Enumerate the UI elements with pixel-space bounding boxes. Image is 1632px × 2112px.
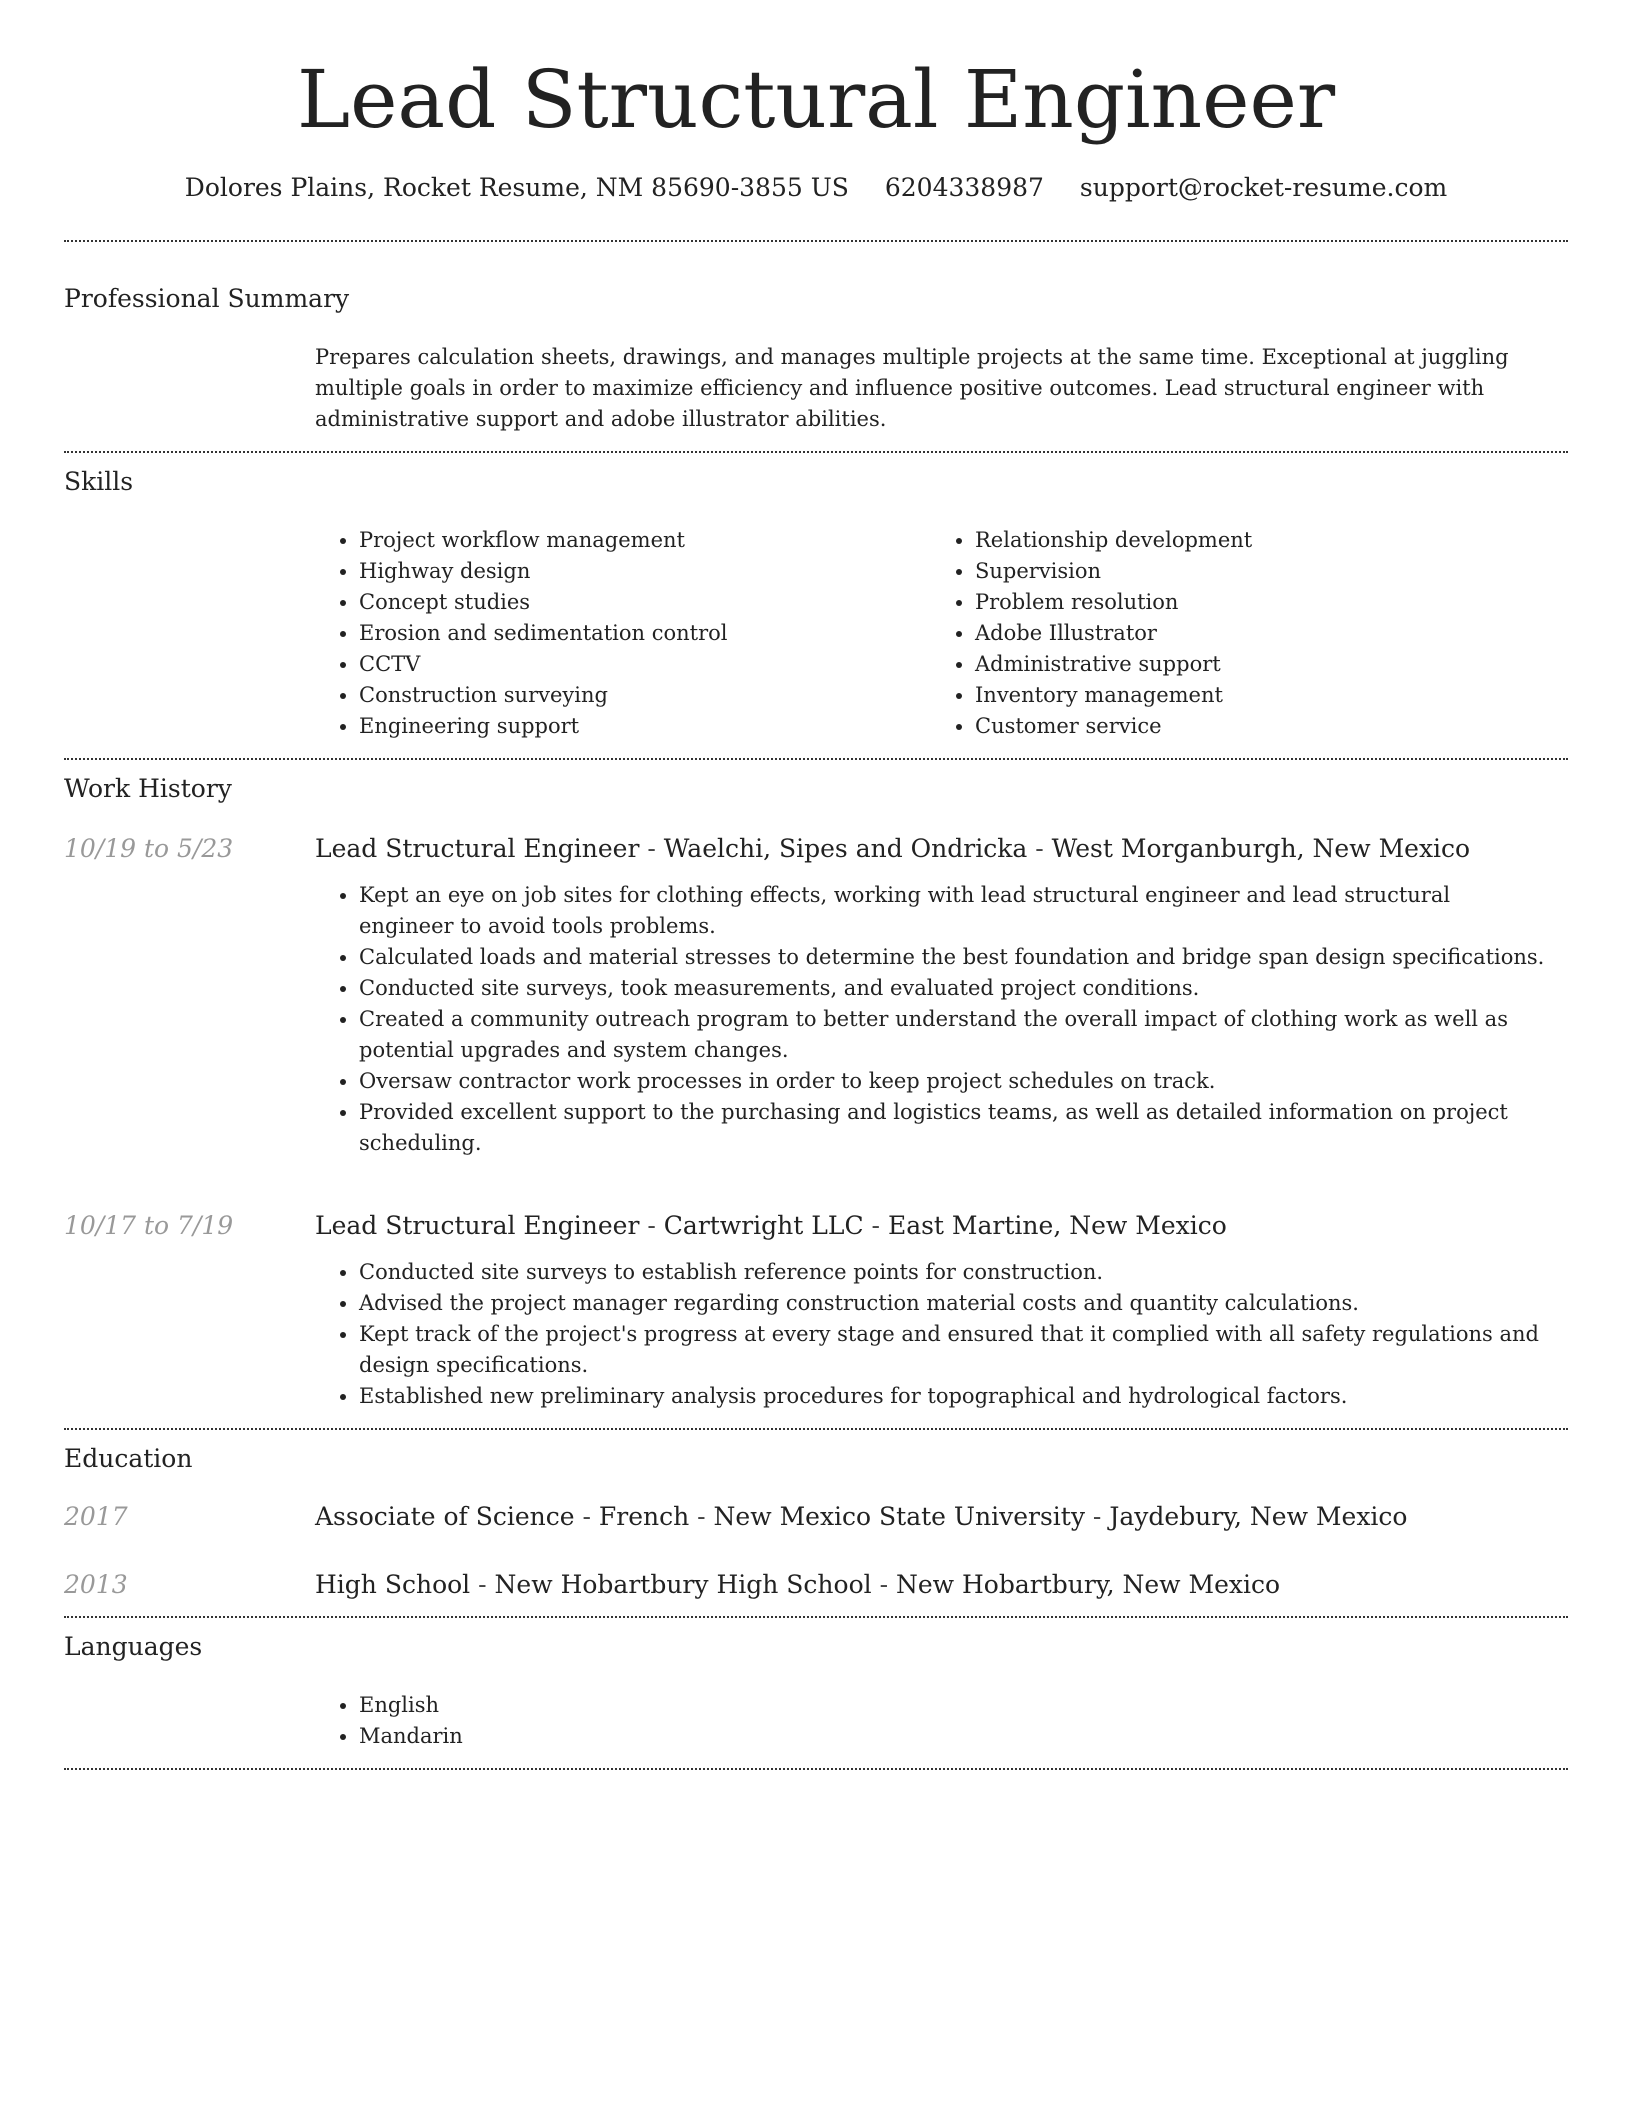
section-divider (64, 758, 1568, 760)
job-bullet: • Kept an eye on job sites for clothing effects, working with lead structural engineer and lead structural engineer to avoid tools problems. (359, 880, 1568, 942)
skills-column-2 (931, 525, 1547, 742)
job-employer: Waelchi, Sipes and Ondricka (663, 834, 1028, 863)
language-item: • Mandarin (359, 1721, 1568, 1752)
job-entry (64, 832, 1568, 1175)
education-school: New Mexico State University (713, 1502, 1085, 1531)
section-divider (64, 1428, 1568, 1430)
job-bullet: • Conducted site surveys, took measurements, and evaluated project conditions. (359, 973, 1568, 1004)
contact-email: support@rocket-resume.com (1079, 173, 1448, 202)
job-bullets (315, 1257, 1568, 1412)
job-location: East Martine, New Mexico (887, 1211, 1227, 1240)
contact-address: Dolores Plains, Rocket Resume, NM 85690-3855 US (184, 173, 849, 202)
job-title: Lead Structural Engineer (315, 1211, 640, 1240)
section-title-summary: Professional Summary (64, 284, 350, 313)
education-school: New Hobartbury High School (494, 1570, 872, 1599)
skill-item: • Relationship development (975, 525, 1547, 556)
job-title: Lead Structural Engineer (315, 834, 640, 863)
job-location: West Morganburgh, New Mexico (1051, 834, 1471, 863)
skills-column-1 (315, 525, 931, 742)
skill-item: • Engineering support (359, 711, 931, 742)
education-degree: Associate of Science (315, 1502, 575, 1531)
section-title-skills: Skills (64, 467, 134, 496)
job-bullet: • Calculated loads and material stresses to determine the best foundation and bridge span design specifications. (359, 942, 1568, 973)
job-dates: 10/17 to 7/19 (64, 1211, 234, 1240)
skill-item: • Concept studies (359, 587, 931, 618)
language-item: • English (359, 1690, 1568, 1721)
job-dates: 10/19 to 5/23 (64, 834, 234, 863)
resume-header (64, 0, 1568, 206)
skill-item: • CCTV (359, 649, 931, 680)
job-entry (64, 1209, 1568, 1428)
education-location: New Hobartbury, New Mexico (895, 1570, 1281, 1599)
skill-item: • Problem resolution (975, 587, 1547, 618)
section-title-languages: Languages (64, 1632, 203, 1661)
contact-phone: 6204338987 (884, 173, 1044, 202)
separator: - (879, 1570, 889, 1599)
skill-item: • Inventory management (975, 680, 1547, 711)
skills-list (315, 525, 1568, 742)
education-location: Jaydebury, New Mexico (1109, 1502, 1408, 1531)
education-year: 2013 (64, 1570, 128, 1599)
section-title-work: Work History (64, 774, 232, 803)
section-title-education: Education (64, 1444, 193, 1473)
separator: - (647, 834, 656, 863)
skill-item: • Administrative support (975, 649, 1547, 680)
section-divider (64, 451, 1568, 453)
section-summary (64, 282, 1568, 451)
separator: - (871, 1211, 880, 1240)
candidate-name: Lead Structural Engineer (296, 53, 1336, 146)
job-heading (315, 832, 1568, 866)
job-bullet: • Created a community outreach program to better understand the overall impact of clothing work as well as potential upgrades and system changes. (359, 1004, 1568, 1066)
languages-list (315, 1690, 1568, 1752)
separator: - (582, 1502, 591, 1531)
separator: - (1035, 834, 1044, 863)
skill-item: • Project workflow management (359, 525, 931, 556)
job-bullets (315, 880, 1568, 1159)
education-entry (64, 1568, 1568, 1602)
resume-page (64, 0, 1568, 1770)
section-education (64, 1442, 1568, 1602)
section-divider (64, 1616, 1568, 1618)
job-bullet: • Kept track of the project's progress at every stage and ensured that it complied with all safety regulations and design specifications. (359, 1319, 1568, 1381)
job-bullet: • Oversaw contractor work processes in order to keep project schedules on track. (359, 1066, 1568, 1097)
contact-info (64, 170, 1568, 206)
skill-item: • Adobe Illustrator (975, 618, 1547, 649)
education-field: French (598, 1502, 690, 1531)
summary-text: Prepares calculation sheets, drawings, and manages multiple projects at the same time. Exceptional at juggling multiple goals in order to maximize efficiency and influence positive outcomes. Lead structural engineer with administrative support and adobe illustrator abilities. (315, 345, 1509, 431)
separator: - (647, 1211, 656, 1240)
job-heading (315, 1209, 1568, 1243)
separator: - (1092, 1502, 1102, 1531)
section-languages (64, 1630, 1568, 1768)
education-heading (315, 1568, 1568, 1602)
job-bullet: • Established new preliminary analysis procedures for topographical and hydrological factors. (359, 1381, 1568, 1412)
section-work-history (64, 772, 1568, 1428)
separator: - (478, 1570, 487, 1599)
education-year: 2017 (64, 1502, 128, 1531)
skill-item: • Supervision (975, 556, 1547, 587)
job-bullet: • Advised the project manager regarding construction material costs and quantity calculations. (359, 1288, 1568, 1319)
section-skills (64, 465, 1568, 758)
education-degree: High School (315, 1570, 471, 1599)
skill-item: • Construction surveying (359, 680, 931, 711)
skill-item: • Highway design (359, 556, 931, 587)
job-bullet: • Conducted site surveys to establish reference points for construction. (359, 1257, 1568, 1288)
section-divider (64, 1768, 1568, 1770)
section-divider (64, 240, 1568, 242)
job-bullet: • Provided excellent support to the purchasing and logistics teams, as well as detailed information on project scheduling. (359, 1097, 1568, 1159)
education-heading (315, 1500, 1568, 1534)
education-entry (64, 1500, 1568, 1534)
skill-item: • Erosion and sedimentation control (359, 618, 931, 649)
job-employer: Cartwright LLC (663, 1211, 864, 1240)
skill-item: • Customer service (975, 711, 1547, 742)
separator: - (697, 1502, 706, 1531)
